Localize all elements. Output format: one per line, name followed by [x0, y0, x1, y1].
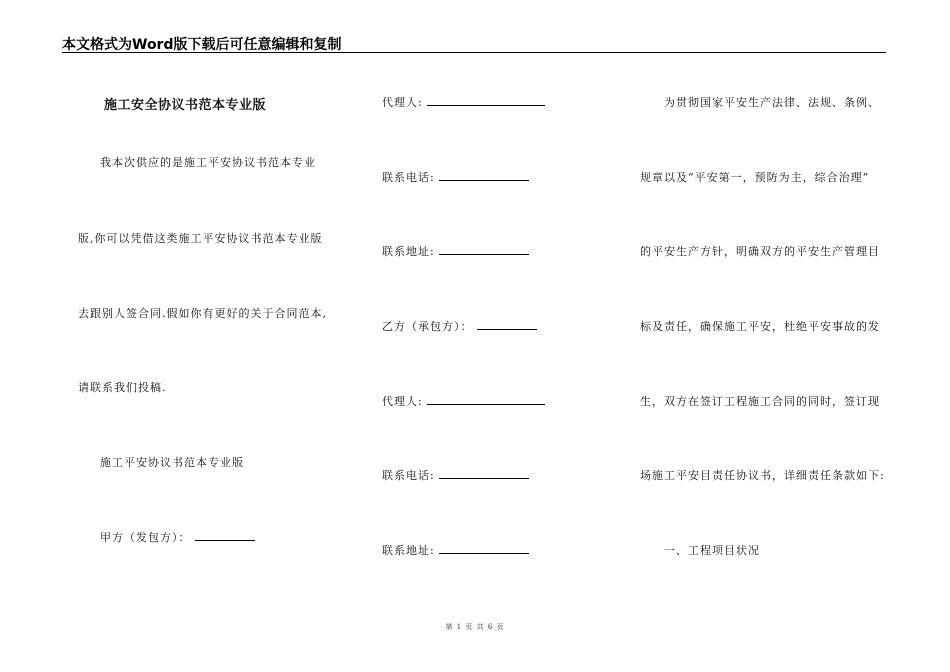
agent-blank-2[interactable] — [427, 393, 545, 405]
phone-blank-2[interactable] — [439, 467, 529, 479]
body-line-3: 的平安生产方针，明确双方的平安生产管理目 — [640, 245, 880, 258]
address-field-1[interactable] — [382, 243, 529, 259]
party-b-blank[interactable] — [477, 318, 537, 330]
intro-line-3: 去跟别人签合同.假如你有更好的关于合同范本, — [78, 307, 327, 320]
address-blank-2[interactable] — [439, 542, 529, 554]
body-line-6: 场施工平安目责任协议书，详细责任条款如下: — [640, 469, 885, 482]
body-line-1: 为贯彻国家平安生产法律、法规、条例、 — [664, 96, 880, 109]
address-blank-1[interactable] — [439, 243, 529, 255]
subtitle-line: 施工平安协议书范本专业版 — [100, 456, 244, 469]
intro-line-4: 请联系我们投稿. — [78, 381, 167, 394]
phone-field-2[interactable] — [382, 467, 529, 483]
phone-field-1[interactable] — [382, 169, 529, 185]
body-line-5: 生，双方在签订工程施工合同的同时，签订现 — [640, 395, 880, 408]
party-b-field[interactable] — [382, 318, 537, 334]
address-field-2[interactable] — [382, 542, 529, 558]
agent-label-2: 代理人: — [382, 395, 423, 408]
agent-label-1: 代理人: — [382, 96, 423, 109]
document-title: 施工安全协议书范本专业版 — [104, 98, 267, 113]
phone-label-2: 联系电话: — [382, 469, 435, 482]
phone-label-1: 联系电话: — [382, 171, 435, 184]
phone-blank-1[interactable] — [439, 169, 529, 181]
agent-field-2[interactable] — [382, 393, 545, 409]
party-a-blank[interactable] — [195, 529, 255, 541]
intro-line-2: 版,你可以凭借这类施工平安协议书范本专业版 — [78, 232, 323, 245]
party-a-field[interactable] — [100, 529, 255, 545]
address-label-2: 联系地址: — [382, 544, 435, 557]
page-number: 第 1 页 共 6 页 — [445, 623, 505, 631]
agent-field-1[interactable] — [382, 94, 545, 110]
agent-blank-1[interactable] — [427, 94, 545, 106]
body-line-2: 规章以及“平安第一，预防为主，综合治理” — [640, 171, 870, 184]
intro-line-1: 我本次供应的是施工平安协议书范本专业 — [100, 156, 316, 169]
header-divider — [62, 52, 886, 53]
party-a-label: 甲方（发包方）： — [100, 531, 191, 544]
body-line-4: 标及责任，确保施工平安，杜绝平安事故的发 — [640, 320, 880, 333]
party-b-label: 乙方（承包方）： — [382, 320, 473, 333]
document-header: 本文格式为Word版下载后可任意编辑和复制 — [62, 37, 342, 53]
address-label-1: 联系地址: — [382, 245, 435, 258]
section-heading-1: 一、工程项目状况 — [664, 544, 760, 557]
